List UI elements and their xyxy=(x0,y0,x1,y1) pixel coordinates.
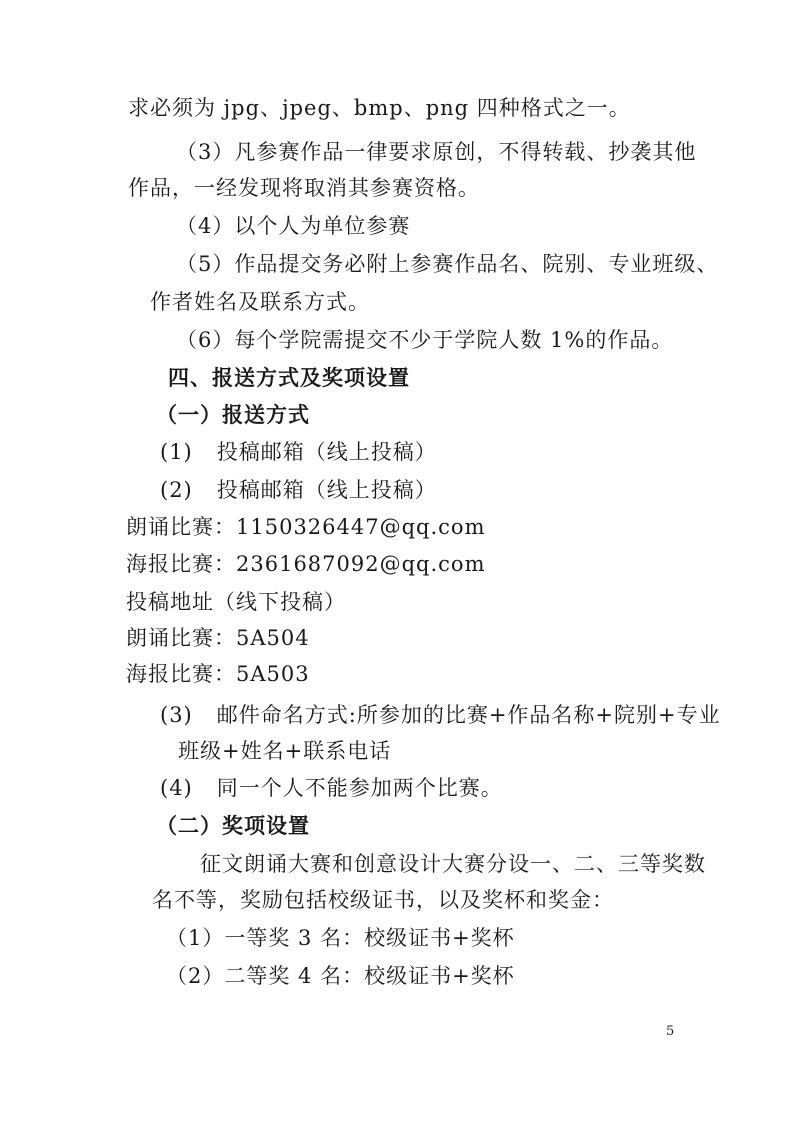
award-intro-line-1: 征文朗诵大赛和创意设计大赛分设一、二、三等奖数 xyxy=(200,852,706,876)
submission-item-1 xyxy=(160,438,437,466)
naming-rule-line-1 xyxy=(160,701,721,729)
rule-3-line-2: 作品，一经发现将取消其参赛资格。 xyxy=(128,176,480,200)
item-number: (1) xyxy=(160,440,193,464)
subsection-2-heading: （二）奖项设置 xyxy=(156,814,310,838)
poster-email-line xyxy=(126,550,486,578)
item-number: (3) xyxy=(160,703,193,727)
first-prize-line: （1）一等奖 3 名：校级证书+奖杯 xyxy=(166,926,515,950)
subsection-1-heading: （一）报送方式 xyxy=(156,403,310,427)
item-text: 邮件命名方式:所参加的比赛+作品名称+院别+专业 xyxy=(216,703,721,727)
recitation-email-line xyxy=(126,513,486,541)
section-4-heading: 四、报送方式及奖项设置 xyxy=(168,366,410,390)
poster-room-line: 海报比赛：5A503 xyxy=(126,662,310,686)
single-entry-rule xyxy=(160,774,503,802)
second-prize-line: （2）二等奖 4 名：校级证书+奖杯 xyxy=(166,964,515,988)
rule-4-line: （4）以个人为单位参赛 xyxy=(176,214,411,238)
poster-email[interactable]: 2361687092@qq.com xyxy=(236,552,486,576)
naming-rule-line-2: 班级+姓名+联系电话 xyxy=(178,739,392,763)
item-number: (4) xyxy=(160,776,193,800)
recitation-email-label: 朗诵比赛： xyxy=(126,515,236,539)
page-number: 5 xyxy=(666,1024,675,1039)
recitation-email[interactable]: 1150326447@qq.com xyxy=(236,515,486,539)
recitation-room-line: 朗诵比赛：5A504 xyxy=(126,626,310,650)
item-number: (2) xyxy=(160,478,193,502)
format-requirement-line: 求必须为 jpg、jpeg、bmp、png 四种格式之一。 xyxy=(128,96,631,120)
rule-3-line-1: （3）凡参赛作品一律要求原创，不得转载、抄袭其他 xyxy=(176,140,697,164)
submission-item-2 xyxy=(160,476,437,504)
rule-6-line: （6）每个学院需提交不少于学院人数 1%的作品。 xyxy=(176,328,674,352)
item-text: 同一个人不能参加两个比赛。 xyxy=(216,776,503,800)
item-text: 投稿邮箱（线上投稿） xyxy=(216,440,437,464)
poster-email-label: 海报比赛： xyxy=(126,552,236,576)
item-text: 投稿邮箱（线上投稿） xyxy=(216,478,437,502)
award-intro-line-2: 名不等，奖励包括校级证书，以及奖杯和奖金： xyxy=(152,888,614,912)
rule-5-line-2: 作者姓名及联系方式。 xyxy=(150,290,370,314)
offline-address-heading: 投稿地址（线下投稿） xyxy=(126,590,346,614)
rule-5-line-1: （5）作品提交务必附上参赛作品名、院别、专业班级、 xyxy=(176,252,719,276)
